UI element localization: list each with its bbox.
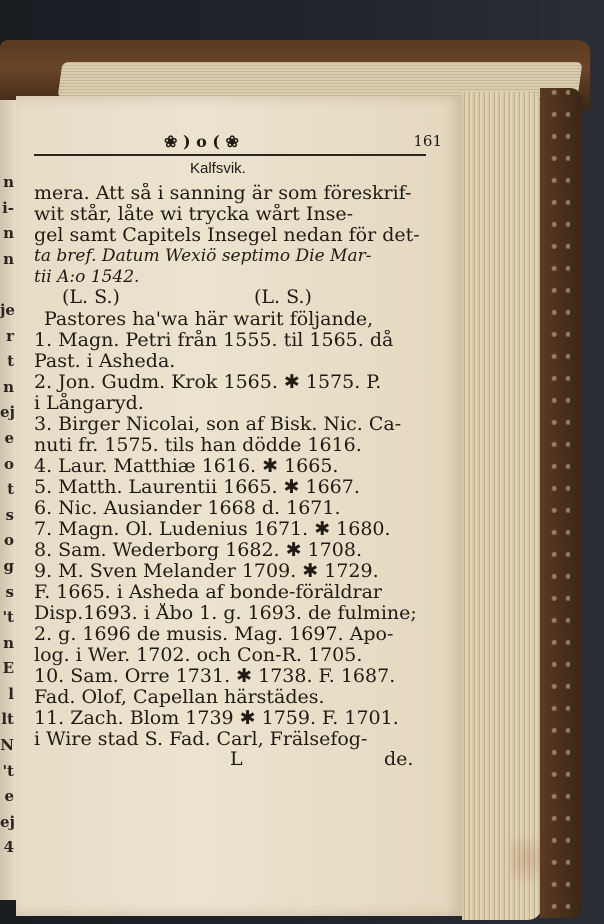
text-line: 2. g. 1696 de musis. Mag. 1697. Apo- (34, 624, 394, 645)
book-cover-edge (540, 88, 582, 918)
facing-page-letter: 't (2, 608, 14, 627)
text-line: Fad. Olof, Capellan härstädes. (34, 687, 325, 708)
facing-page-letter: ej (0, 403, 15, 422)
facing-page-letter: n (3, 377, 14, 396)
facing-page-letter: e (4, 428, 14, 447)
page-stain (510, 824, 544, 894)
page-number: 161 (413, 132, 442, 150)
text-line: 10. Sam. Orre 1731. ✱ 1738. F. 1687. (34, 666, 396, 687)
text-line: gel samt Capitels Insegel nedan för det- (34, 225, 420, 246)
facing-page-letters (0, 170, 16, 861)
facing-page-letter: je (0, 300, 15, 319)
facing-page-letter: ej (0, 812, 15, 831)
facing-page-letter: o (3, 531, 14, 550)
text-line: 11. Zach. Blom 1739 ✱ 1759. F. 1701. (34, 708, 399, 729)
text-line: nuti fr. 1575. tils han dödde 1616. (34, 435, 362, 456)
facing-page-letter: g (3, 556, 14, 575)
text-line: 4. Laur. Matthiæ 1616. ✱ 1665. (34, 456, 339, 477)
facing-page-letter: r (6, 326, 14, 345)
header-rule (34, 154, 426, 156)
text-line: 7. Magn. Ol. Ludenius 1671. ✱ 1680. (34, 519, 391, 540)
text-line: mera. Att så i sanning är som föreskrif- (34, 183, 412, 204)
text-line: F. 1665. i Asheda af bonde-föräldrar (34, 582, 383, 603)
facing-page-letter: s (5, 582, 14, 601)
facing-page-letter: N (0, 736, 14, 755)
facing-page-letter: n (3, 249, 14, 268)
facing-page-letter: lt (1, 710, 14, 729)
facing-page-letter: n (3, 633, 14, 652)
facing-page-letter: 't (2, 761, 14, 780)
facing-page-letter: i- (2, 198, 14, 217)
text-line: 9. M. Sven Melander 1709. ✱ 1729. (34, 561, 379, 582)
facing-page-letter: o (3, 454, 14, 473)
text-line: tii A:o 1542. (34, 267, 140, 287)
text-line: Pastores ha'wa här warit följande, (44, 309, 374, 330)
facing-page-letter: n (3, 173, 14, 191)
seal-left: (L. S.) (62, 286, 120, 308)
text-line: i Långaryd. (34, 393, 144, 414)
seal-right: (L. S.) (254, 286, 312, 308)
text-line: 3. Birger Nicolai, son af Bisk. Nic. Ca- (34, 414, 402, 435)
text-line: 2. Jon. Gudm. Krok 1565. ✱ 1575. P. (34, 372, 382, 393)
section-heading: Kalfsvik. (190, 160, 246, 177)
page-fore-edge (462, 92, 542, 920)
text-line: 8. Sam. Wederborg 1682. ✱ 1708. (34, 540, 362, 561)
facing-page-letter: l (8, 684, 14, 703)
facing-page-letter: t (7, 352, 14, 371)
text-line: ta bref. Datum Wexiö septimo Die Mar- (34, 246, 372, 266)
text-line: Past. i Asheda. (34, 351, 176, 372)
facing-page-letter: t (7, 480, 14, 499)
facing-page-letter: e (4, 787, 14, 806)
catchword: de. (384, 748, 414, 770)
text-line: 1. Magn. Petri från 1555. til 1565. då (34, 330, 394, 351)
text-line: log. i Wer. 1702. och Con-R. 1705. (34, 645, 363, 666)
text-line: i Wire stad S. Fad. Carl, Frälsefog- (34, 729, 368, 750)
page-header (150, 130, 450, 154)
facing-page-letter: E (2, 659, 14, 678)
text-line: 5. Matth. Laurentii 1665. ✱ 1667. (34, 477, 360, 498)
facing-page-letter: 4 (3, 838, 14, 857)
header-ornament: ❀ ) o ( ❀ (164, 132, 239, 151)
text-line: wit står, låte wi trycka wårt Inse- (34, 204, 353, 225)
facing-page-letter: n (3, 224, 14, 243)
signature-mark: L (230, 748, 243, 770)
text-line: 6. Nic. Ausiander 1668 d. 1671. (34, 498, 341, 519)
facing-page-letter (0, 272, 16, 298)
facing-page-letter: s (5, 505, 14, 524)
text-line: Disp.1693. i Åbo 1. g. 1693. de fulmine; (34, 603, 417, 624)
